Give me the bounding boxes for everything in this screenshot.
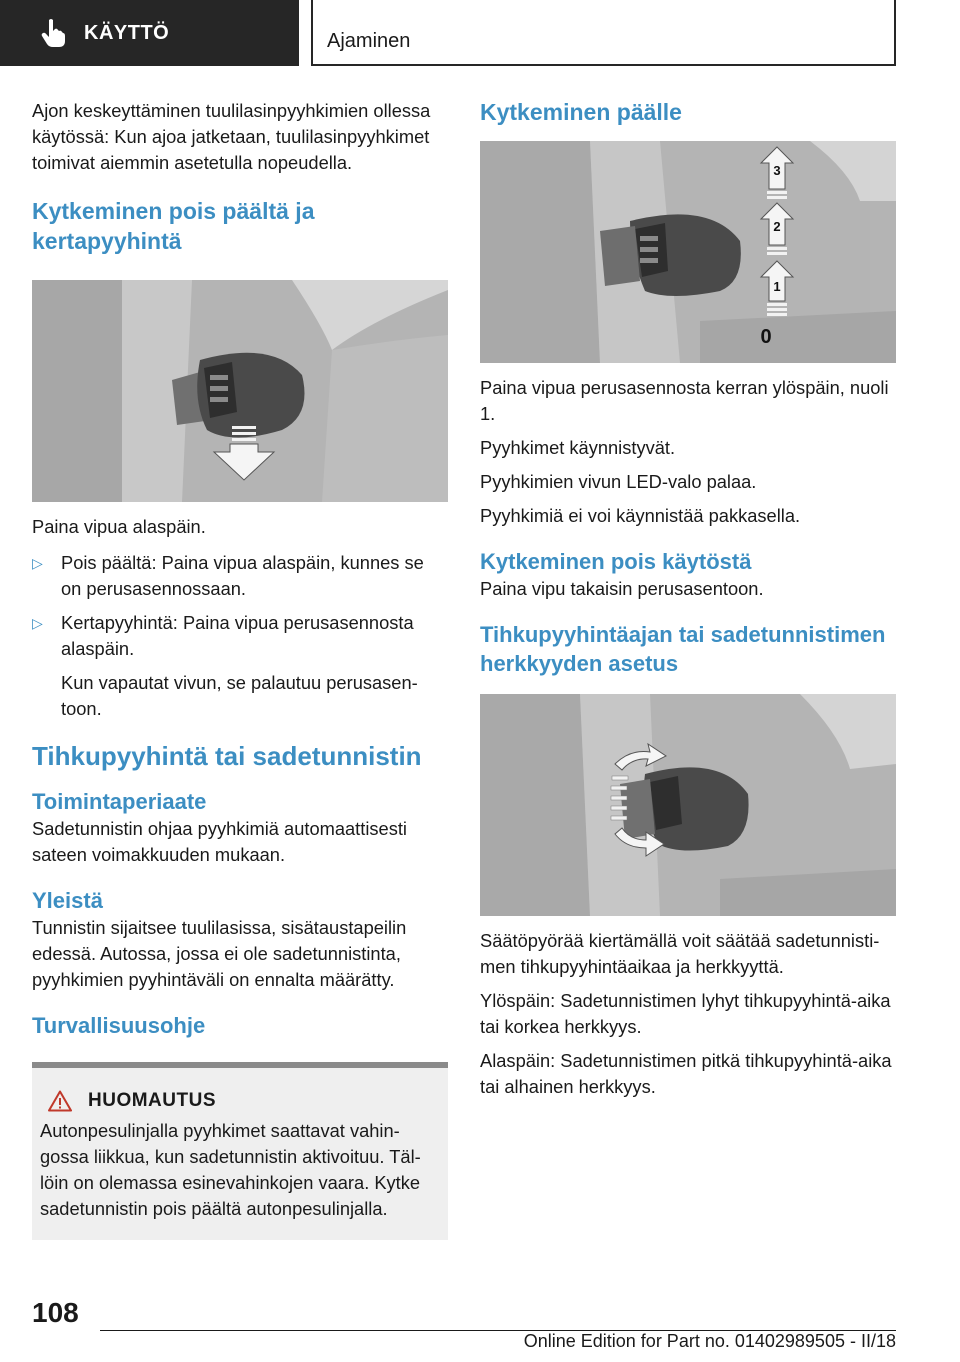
figure-thumbwheel xyxy=(480,694,896,916)
heading-switch-on: Kytkeminen päälle xyxy=(480,99,682,125)
deactivate-text: Paina vipu takaisin perusasentoon. xyxy=(480,578,764,599)
figure-lever-down xyxy=(32,280,448,502)
adjust-text: Säätöpyörää kiertämällä voit säätää sadetunnisti-men tihkupyyhintäaikaa ja herkkyyttä. xyxy=(480,930,880,977)
switch-on-step: Paina vipua perusasennosta kerran ylöspäin, nuoli 1. xyxy=(480,377,889,424)
footer-edition: Online Edition for Part no. 01402989505 - II/18 xyxy=(523,1331,896,1351)
heading-deactivate: Kytkeminen pois käytöstä xyxy=(480,549,752,574)
position-label: 3 xyxy=(773,163,781,178)
notice-title: HUOMAUTUS xyxy=(88,1090,216,1111)
intro-paragraph: Ajon keskeyttäminen tuulilasinpyyhkimien ollessa käytössä: Kun ajoa jatketaan, tuulilasinpyyhkimet toimivat aiemmin asetetulla nopeudella. xyxy=(32,100,431,173)
lever-up-illustration xyxy=(480,141,896,363)
thumbwheel-illustration xyxy=(480,694,896,916)
triangle-bullet-icon: ▷ xyxy=(32,615,43,631)
heading-principle: Toimintaperiaate xyxy=(32,789,207,814)
heading-off-single-wipe: Kytkeminen pois päältä ja kertapyyhintä xyxy=(32,198,315,254)
chapter-label: KÄYTTÖ xyxy=(84,21,170,44)
heading-safety: Turvallisuusohje xyxy=(32,1013,206,1038)
heading-general: Yleistä xyxy=(32,888,103,913)
header-tab xyxy=(0,0,299,66)
off-single-bullets xyxy=(32,550,448,722)
figure1-caption: Paina vipua alaspäin. xyxy=(32,516,206,537)
switch-on-led: Pyyhkimien vivun LED-valo palaa. xyxy=(480,471,757,492)
left-column xyxy=(32,98,448,1240)
notice-header xyxy=(40,1090,440,1112)
position-label: 0 xyxy=(760,326,772,348)
list-item: ▷ Kertapyyhintä: Paina vipua perusasennosta alaspäin. Kun vapautat vivun, se palautuu perusasen-toon. xyxy=(32,610,448,722)
section-title: Ajaminen xyxy=(327,30,411,52)
position-label: 1 xyxy=(773,279,781,294)
heading-adjust: Tihkupyyhintäajan tai sadetunnistimen herkkyyden asetus xyxy=(480,622,886,676)
adjust-down-text: Alaspäin: Sadetunnistimen pitkä tihkupyyhintä-aika tai alhainen herkkyys. xyxy=(480,1050,892,1097)
right-column xyxy=(480,98,896,1100)
notice-text: Autonpesulinjalla pyyhkimet saattavat vahin-gossa liikkua, kun sadetunnistin aktivoituu. Täl-löin on olemassa esinevahinkojen vaara. Kytke sadetunnistin pois päältä autonpesulinjalla. xyxy=(40,1120,421,1219)
warning-triangle-icon xyxy=(48,1090,72,1112)
switch-on-frost: Pyyhkimiä ei voi käynnistää pakkasella. xyxy=(480,505,801,526)
principle-text: Sadetunnistin ohjaa pyyhkimiä automaattisesti sateen voimakkuuden mukaan. xyxy=(32,818,407,865)
position-label: 2 xyxy=(773,219,781,234)
section-header xyxy=(311,0,896,66)
hand-pointer-icon xyxy=(40,18,66,48)
heading-interval-rain-sensor: Tihkupyyhintä tai sadetunnistin xyxy=(32,741,422,771)
switch-on-result: Pyyhkimet käynnistyvät. xyxy=(480,437,676,458)
triangle-bullet-icon: ▷ xyxy=(32,555,43,571)
page-number: 108 xyxy=(32,1297,79,1328)
bullet-continuation: Kun vapautat vivun, se palautuu perusasen-toon. xyxy=(61,672,418,719)
general-text: Tunnistin sijaitsee tuulilasissa, sisätaustapeilin edessä. Autossa, jossa ei ole sadetunnistinta, pyyhkimien pyyhintäväli on ennalta määrätty. xyxy=(32,917,407,990)
adjust-up-text: Ylöspäin: Sadetunnistimen lyhyt tihkupyyhintä-aika tai korkea herkkyys. xyxy=(480,990,891,1037)
lever-down-illustration xyxy=(32,280,448,502)
figure-lever-up xyxy=(480,141,896,363)
notice-box xyxy=(32,1062,448,1240)
list-item: ▷ Pois päältä: Paina vipua alaspäin, kunnes se on perusasennossaan. xyxy=(32,552,424,599)
